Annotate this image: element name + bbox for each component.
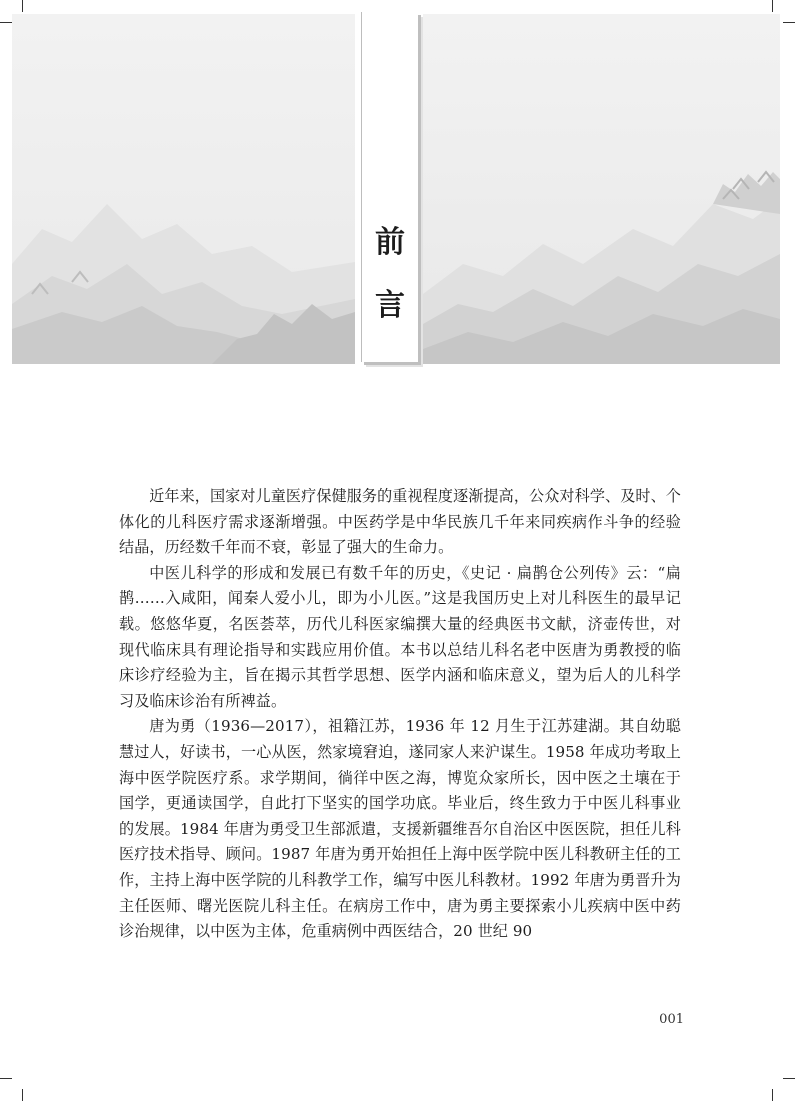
landscape-banner-left [12, 14, 355, 364]
crop-mark [783, 1078, 795, 1079]
page-title-char: 言 [375, 288, 405, 323]
crop-mark [772, 0, 773, 12]
crop-mark [772, 1089, 773, 1101]
page-number: 001 [659, 1012, 684, 1027]
crop-mark [22, 0, 23, 12]
title-panel [361, 12, 418, 362]
crop-mark [0, 1078, 12, 1079]
mountain-landscape-icon [423, 14, 780, 364]
paragraph: 唐为勇（1936—2017），祖籍江苏，1936 年 12 月生于江苏建湖。其自幼聪慧过人，好读书，一心从医，然家境窘迫，遂同家人来沪谋生。1958 年成功考取上海中医学院医疗系。求学期间，徜徉中医之海，博览众家所长，因中医之土壤在于国学，更通读国学，自此打下坚实的国学功底。毕业后，终生致力于中医儿科事业的发展。1984 年唐为勇受卫生部派遣，支援新疆维吾尔自治区中医医院，担任儿科医疗技术指导、顾问。1987 年唐为勇开始担任上海中医学院中医儿科教研主任的工作，主持上海中医学院的儿科教学工作，编写中医儿科教材。1992 年唐为勇晋升为主任医师、曙光医院儿科主任。在病房工作中，唐为勇主要探索小儿疾病中医中药诊治规律，以中医为主体，危重病例中西医结合，20 世纪 90 [119, 717, 681, 941]
crop-mark [783, 22, 795, 23]
page-title-char: 前 [375, 225, 405, 260]
crop-mark [22, 1089, 23, 1101]
crop-mark [0, 22, 12, 23]
paragraph: 中医儿科学的形成和发展已有数千年的历史，《史记 · 扁鹊仓公列传》云：“扁鹊……入咸阳，闻秦人爱小儿，即为小儿医。”这是我国历史上对儿科医生的最早记载。悠悠华夏，名医荟萃，历代儿科医家编撰大量的经典医书文献，济壶传世，对现代临床具有理论指导和实践应用价值。本书以总结儿科名老中医唐为勇教授的临床诊疗经验为主，旨在揭示其哲学思想、医学内涵和临床意义，望为后人的儿科学习及临床诊治有所裨益。 [119, 563, 681, 710]
mountain-landscape-icon [12, 14, 355, 364]
preface-body [119, 484, 681, 945]
paragraph: 近年来，国家对儿童医疗保健服务的重视程度逐渐提高，公众对科学、及时、个体化的儿科医疗需求逐渐增强。中医药学是中华民族几千年来同疾病作斗争的经验结晶，历经数千年而不衰，彰显了强大的生命力。 [119, 487, 681, 557]
landscape-banner-right [423, 14, 780, 364]
